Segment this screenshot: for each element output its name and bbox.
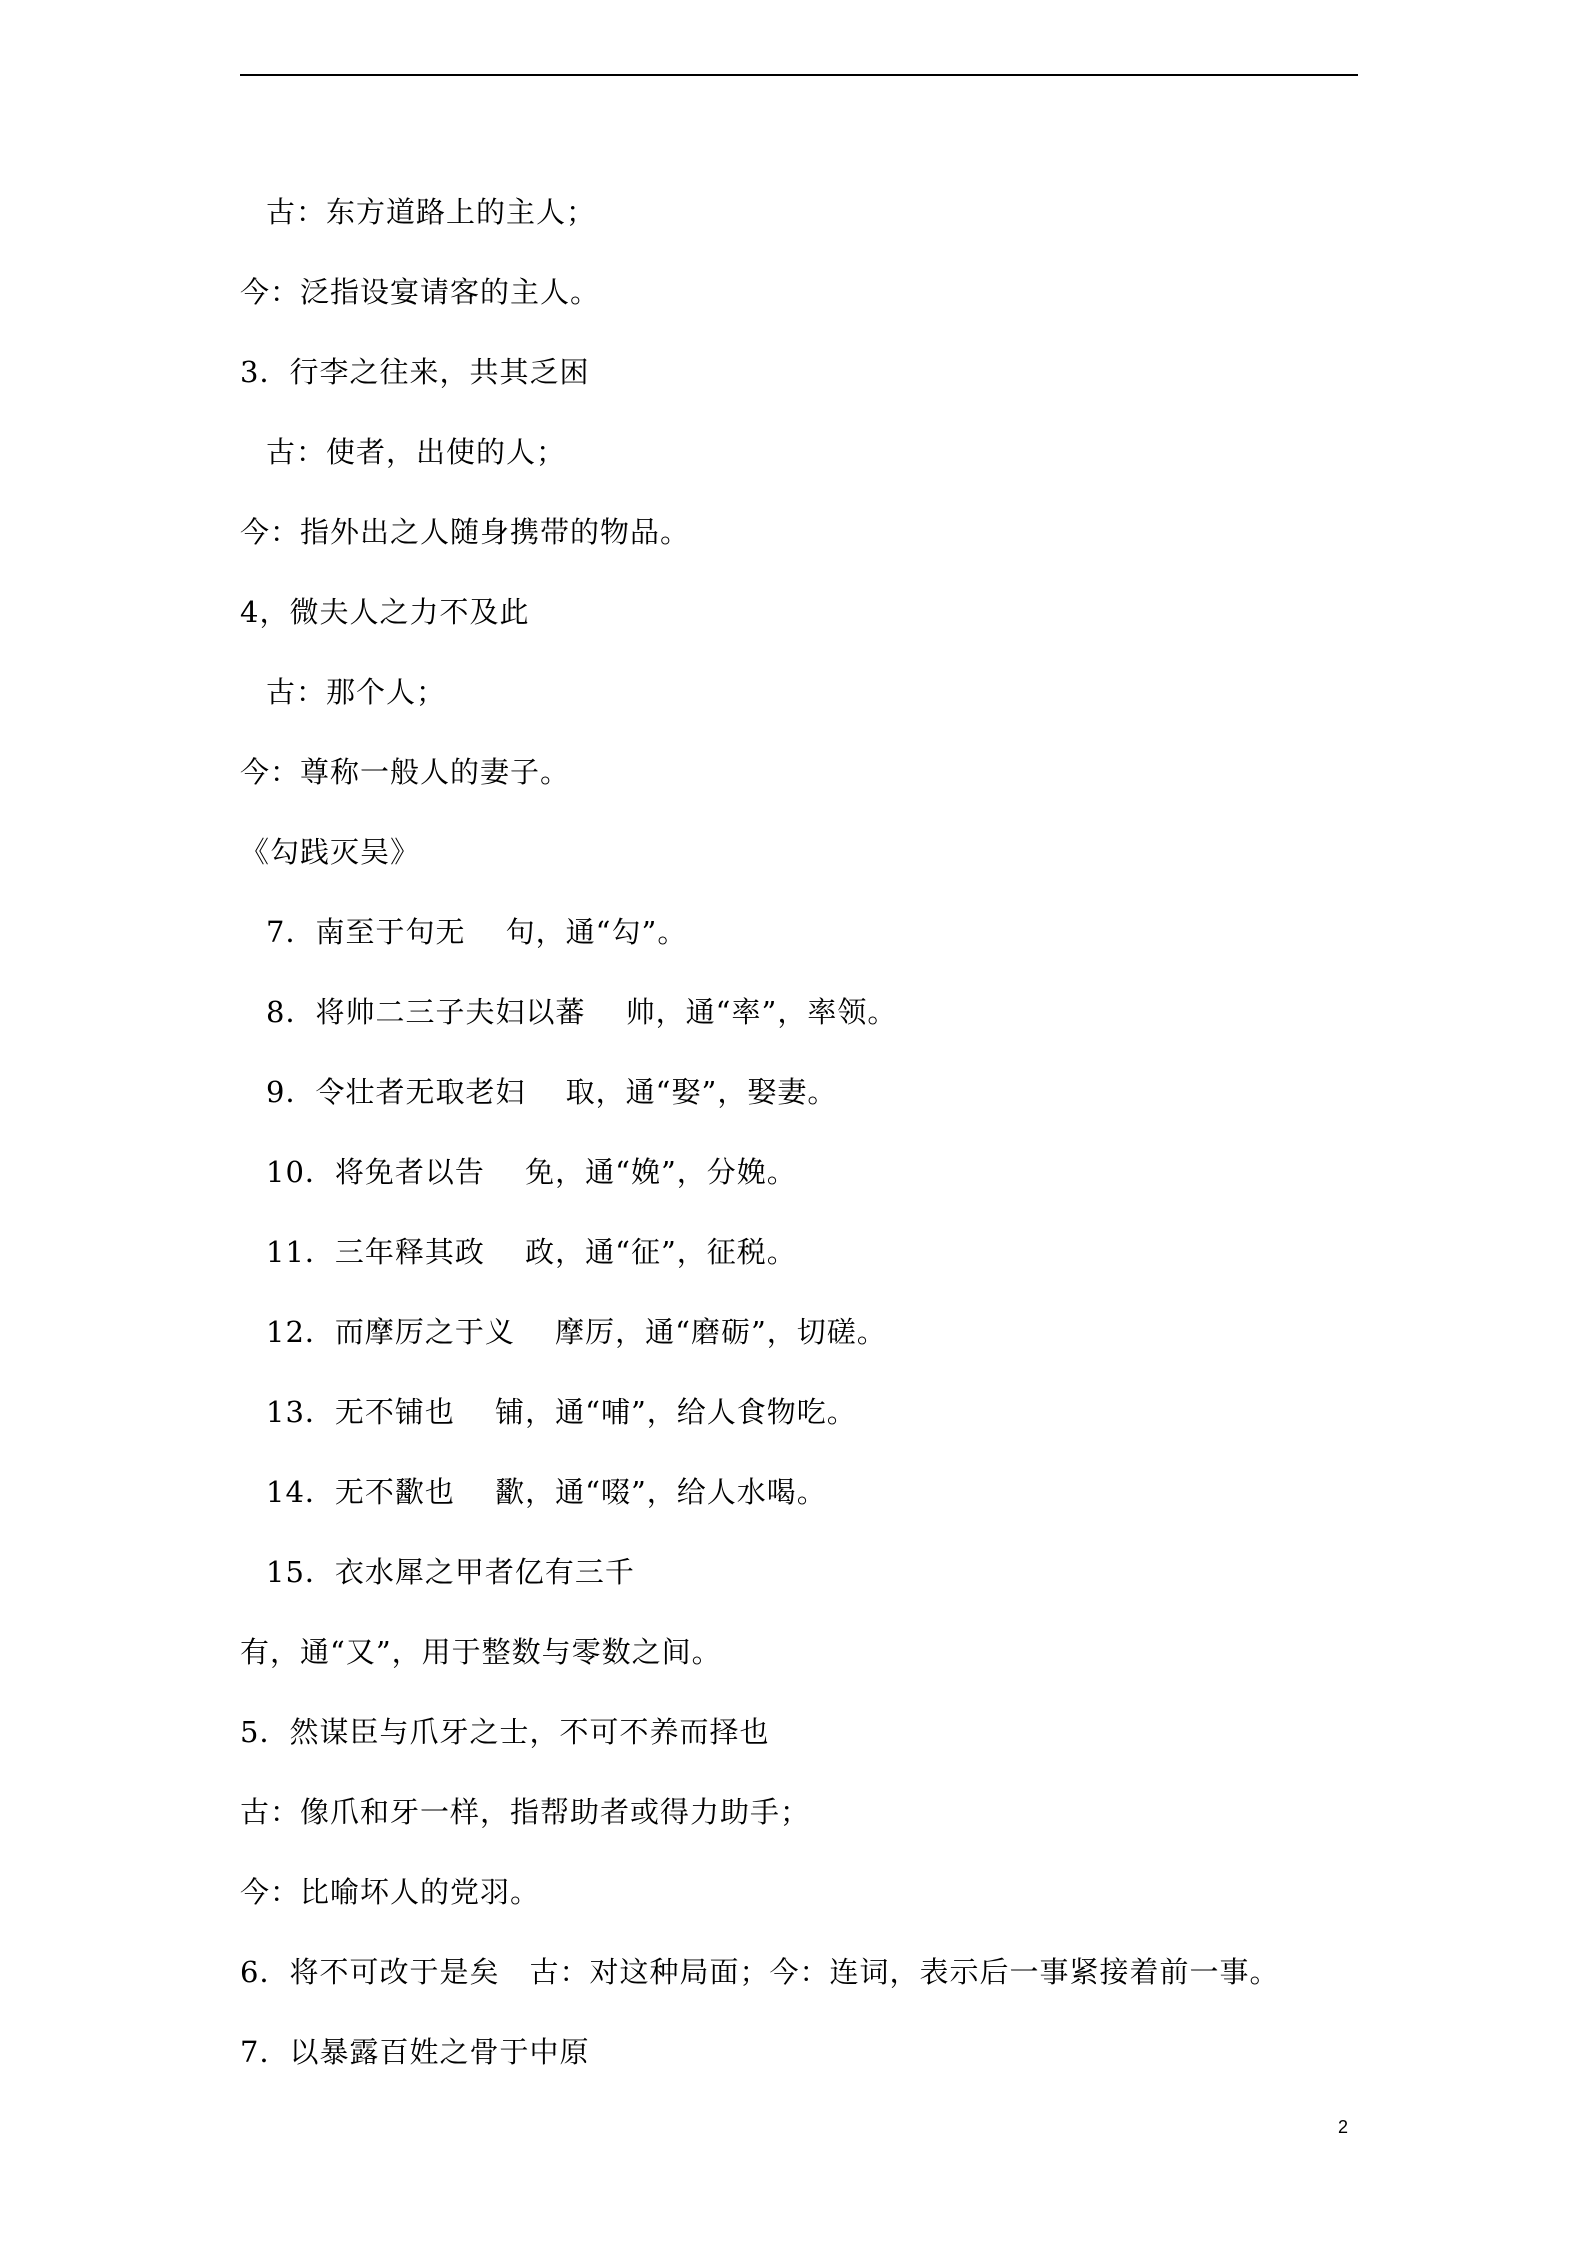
text-line: 12．而摩厉之于义 摩厉，通“磨砺”，切磋。 xyxy=(266,1315,887,1349)
text-line: 今：比喻坏人的党羽。 xyxy=(240,1875,541,1909)
text-line: 7．以暴露百姓之骨于中原 xyxy=(240,2035,590,2069)
text-line: 10．将免者以告 免，通“娩”，分娩。 xyxy=(266,1155,797,1189)
document-body xyxy=(240,190,1360,2110)
text-line: 11．三年释其政 政，通“征”，征税。 xyxy=(266,1235,797,1269)
text-line: 古：使者，出使的人； xyxy=(266,435,567,469)
text-line: 今：泛指设宴请客的主人。 xyxy=(240,275,601,309)
text-line: 13．无不铺也 铺，通“哺”，给人食物吃。 xyxy=(266,1395,857,1429)
text-line: 有，通“又”，用于整数与零数之间。 xyxy=(240,1635,722,1669)
text-line: 古：那个人； xyxy=(266,675,447,709)
text-line: 3．行李之往来，共其乏困 xyxy=(240,355,590,389)
page-number: 2 xyxy=(1338,2117,1349,2137)
text-line: 古：东方道路上的主人； xyxy=(266,195,597,229)
text-line: 今：尊称一般人的妻子。 xyxy=(240,755,571,789)
text-line: 7．南至于句无 句，通“勾”。 xyxy=(266,915,688,949)
section-heading: 《勾践灭吴》 xyxy=(240,835,421,869)
text-line: 9．令壮者无取老妇 取，通“娶”，娶妻。 xyxy=(266,1075,838,1109)
text-line: 4，微夫人之力不及此 xyxy=(240,595,530,629)
text-line: 14．无不歠也 歠，通“啜”，给人水喝。 xyxy=(266,1475,827,1509)
text-line: 6．将不可改于是矣 古：对这种局面；今：连词，表示后一事紧接着前一事。 xyxy=(240,1955,1280,1989)
text-line: 古：像爪和牙一样，指帮助者或得力助手； xyxy=(240,1795,811,1829)
text-line: 8．将帅二三子夫妇以蕃 帅，通“率”，率领。 xyxy=(266,995,898,1029)
header-rule xyxy=(240,74,1358,76)
text-line: 15．衣水犀之甲者亿有三千 xyxy=(266,1555,635,1589)
text-line: 5．然谋臣与爪牙之士，不可不养而择也 xyxy=(240,1715,770,1749)
text-line: 今：指外出之人随身携带的物品。 xyxy=(240,515,691,549)
